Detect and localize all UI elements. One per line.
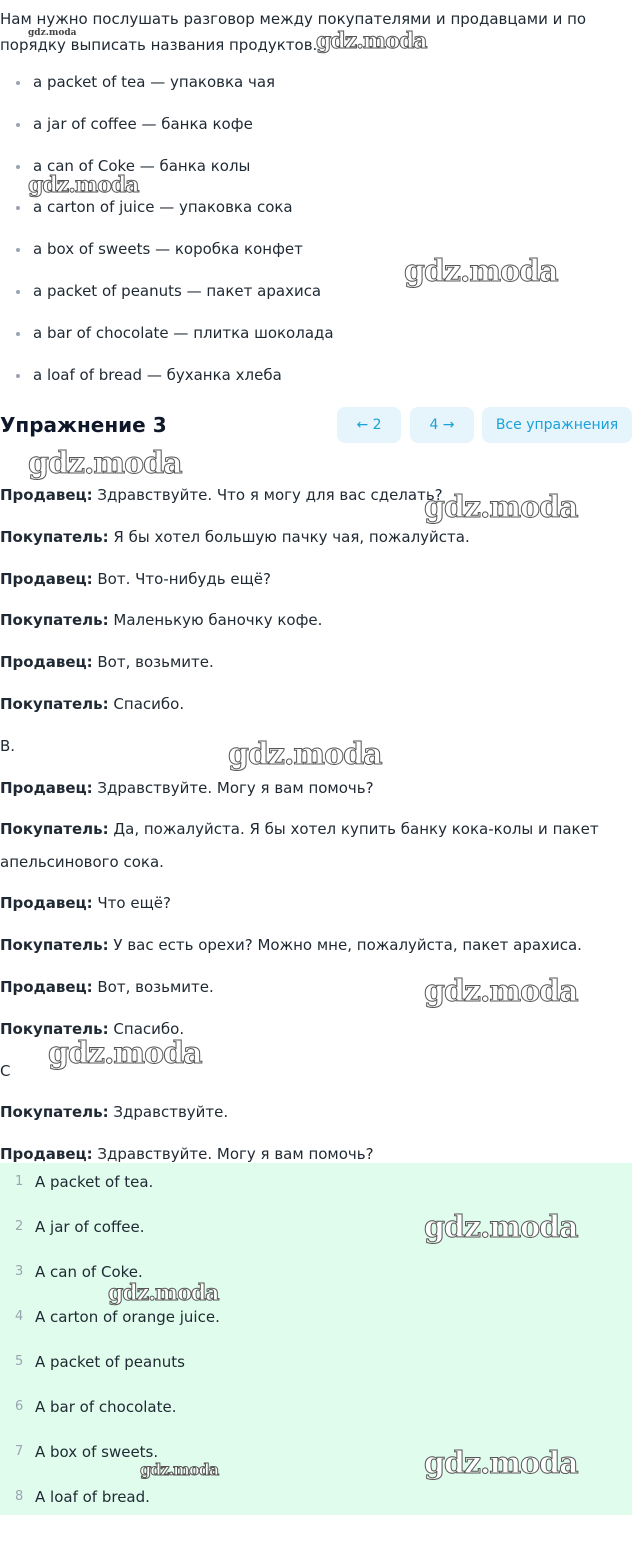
bullet-icon	[16, 206, 20, 210]
vocabulary-list	[0, 62, 632, 396]
dialog-line: Покупатель: Спасибо.	[0, 1019, 185, 1038]
watermark: gdz.moda	[28, 28, 77, 38]
list-item: 2 A jar of coffee.	[15, 1218, 145, 1236]
bullet-icon	[16, 123, 20, 127]
dialog-line: Продавец: Здравствуйте. Что я могу для вас сделать?	[0, 486, 443, 504]
list-item: 7 A box of sweets.	[15, 1443, 159, 1461]
bullet-icon	[16, 165, 20, 169]
list-item: 6 A bar of chocolate.	[15, 1398, 177, 1416]
dialog-line: Продавец: Здравствуйте. Могу я вам помочь?	[0, 1145, 374, 1164]
dialog-line: Продавец: Вот, возьмите.	[0, 977, 214, 996]
watermark: gdz.moda	[404, 254, 558, 289]
dialog-line: Покупатель: Здравствуйте.	[0, 1103, 229, 1122]
watermark: gdz.moda	[424, 1446, 578, 1481]
section-label-b: B.	[0, 736, 16, 755]
dialog-line: Продавец: Вот, возьмите.	[0, 653, 214, 672]
intro-text: Нам нужно послушать разговор между покупателями и продавцами и по порядку выписать названия продуктов.	[0, 10, 587, 54]
bullet-icon	[16, 81, 20, 85]
dialog-line: Продавец: Вот. Что-нибудь ещё?	[0, 569, 271, 588]
next-exercise-button[interactable]: 4 →	[410, 407, 474, 443]
list-item: a bar of chocolate — плитка шоколада	[0, 313, 632, 355]
section-label-c: C	[0, 1061, 11, 1080]
watermark: gdz.moda	[424, 1210, 578, 1245]
list-item: a packet of peanuts — пакет арахиса	[0, 271, 632, 313]
watermark: gdz.moda	[424, 974, 578, 1009]
bullet-icon	[16, 290, 20, 294]
watermark: gdz.moda	[28, 172, 139, 198]
watermark: gdz.moda	[48, 1036, 202, 1071]
dialog-line: Покупатель: Да, пожалуйста. Я бы хотел купить банку кока-колы и пакет апельсинового сока.	[0, 820, 599, 872]
dialog-line: Продавец: Что ещё?	[0, 894, 171, 913]
list-item: 4 A carton of orange juice.	[15, 1308, 220, 1326]
list-item: a carton of juice — упаковка сока	[0, 187, 632, 229]
list-item: a loaf of bread — буханка хлеба	[0, 355, 632, 397]
all-exercises-button[interactable]: Все упражнения	[482, 407, 632, 443]
dialog-line: Продавец: Здравствуйте. Могу я вам помочь?	[0, 778, 374, 797]
list-item: 8 A loaf of bread.	[15, 1488, 150, 1506]
bullet-icon	[16, 332, 20, 336]
watermark: gdz.moda	[316, 28, 427, 54]
answers-list	[0, 1163, 632, 1523]
watermark: gdz.moda	[228, 737, 382, 772]
dialog-line: Покупатель: Маленькую баночку кофе.	[0, 611, 323, 630]
dialog-line: Покупатель: У вас есть орехи? Можно мне, пожалуйста, пакет арахиса.	[0, 936, 582, 955]
list-item: a can of Coke — банка колы	[0, 146, 632, 188]
dialog-line: Покупатель: Я бы хотел большую пачку чая, пожалуйста.	[0, 527, 470, 546]
list-item: a packet of tea — упаковка чая	[0, 62, 632, 104]
watermark: gdz.moda	[108, 1280, 219, 1306]
bullet-icon	[16, 374, 20, 378]
watermark: gdz.moda	[28, 446, 182, 481]
watermark: gdz.moda	[140, 1460, 219, 1479]
watermark: gdz.moda	[424, 490, 578, 525]
list-item: 1 A packet of tea.	[15, 1173, 154, 1191]
bullet-icon	[16, 248, 20, 252]
dialog-line: Покупатель: Спасибо.	[0, 694, 185, 713]
list-item: 5 A packet of peanuts	[15, 1353, 185, 1371]
dialog-transcript	[0, 475, 632, 1176]
list-item: a jar of coffee — банка кофе	[0, 104, 632, 146]
prev-exercise-button[interactable]: ← 2	[337, 407, 401, 443]
exercise-title: Упражнение 3	[0, 413, 167, 437]
list-item: a box of sweets — коробка конфет	[0, 229, 632, 271]
answers-panel	[0, 1163, 632, 1515]
list-item: 3 A can of Coke.	[15, 1263, 143, 1281]
